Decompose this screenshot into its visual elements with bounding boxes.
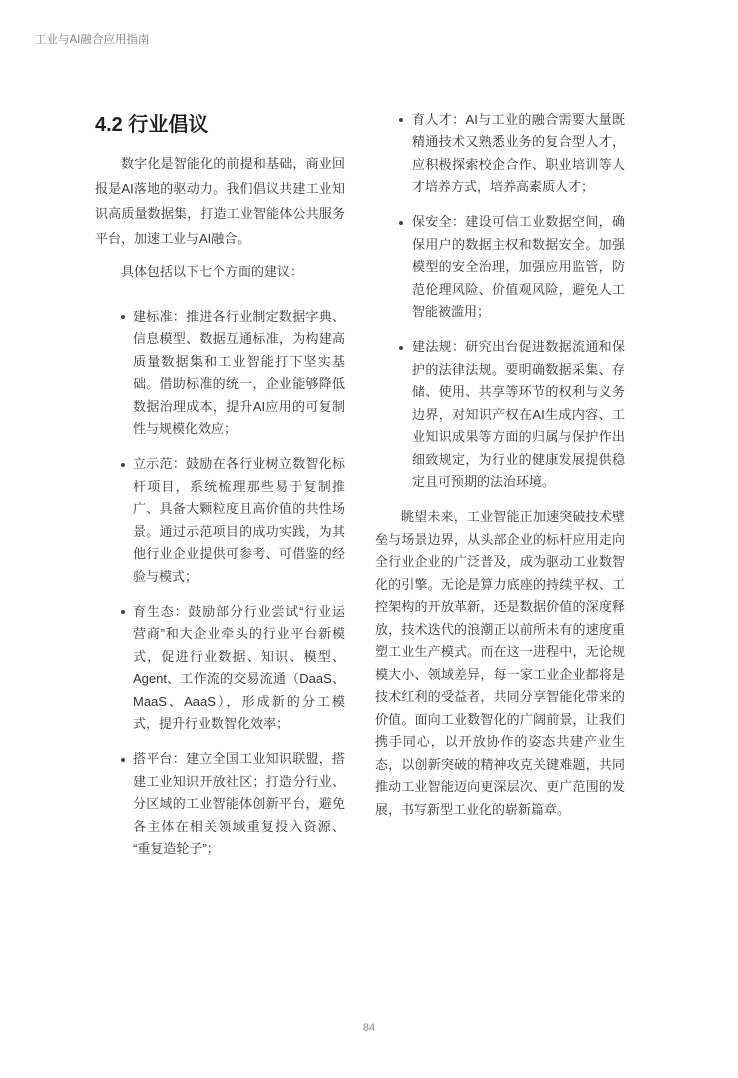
proposal-line: 模型的安全治理，加强应用监管，防 xyxy=(412,259,625,275)
proposal-line: 育人才：AI与工业的融合需要大量既 xyxy=(412,111,625,127)
proposal-item xyxy=(412,109,625,199)
proposal-item xyxy=(133,601,345,736)
proposal-line: 才培养方式，培养高素质人才； xyxy=(412,179,595,195)
outlook-line: 控架构的开放革新，还是数据价值的深度释 xyxy=(375,599,625,615)
proposal-line: 边界，对知识产权在AI生成内容、工 xyxy=(412,406,625,422)
proposal-line: MaaS、AaaS），形成新的分工模 xyxy=(133,693,345,709)
outlook-line: 展，书写新型工业化的崭新篇章。 xyxy=(375,801,571,817)
outlook-line: 全行业企业的广泛普及，成为驱动工业数智 xyxy=(375,554,625,570)
lead-line: 具体包括以下七个方面的建议： xyxy=(121,263,304,279)
proposal-line: 广、具备大颗粒度且高价值的共性场 xyxy=(133,501,345,517)
lead-paragraph xyxy=(95,261,345,284)
proposal-line: 应积极探索校企合作、职业培训等人 xyxy=(412,156,625,172)
proposal-line: 建标准：推进各行业制定数据字典、 xyxy=(133,308,345,324)
proposal-line: “重复造轮子”； xyxy=(133,841,220,857)
proposal-line: 验与模式； xyxy=(133,568,199,584)
proposal-line: 建工业知识开放社区；打造分行业、 xyxy=(133,773,345,789)
outlook-line: 塑工业生产模式。而在这一进程中，无论规 xyxy=(375,644,625,660)
outlook-line: 价值。面向工业数智化的广阔前景，让我们 xyxy=(375,711,625,727)
section-heading: 4.2 行业倡议 xyxy=(95,114,209,136)
page-number: 84 xyxy=(362,1022,376,1034)
outlook-line: 推动工业智能迈向更深层次、更广范围的发 xyxy=(375,779,625,795)
outlook-line: 态，以创新突破的精神攻克关键难题，共同 xyxy=(375,756,625,772)
intro-paragraph xyxy=(95,151,345,251)
outlook-line: 化的引擎。无论是算力底座的持续平权、工 xyxy=(375,576,625,592)
outlook-line: 携手同心，以开放协作的姿态共建产业生 xyxy=(375,734,625,750)
proposal-line: 础。借助标准的统一，企业能够降低 xyxy=(133,376,345,392)
proposal-line: 各主体在相关领域重复投入资源、 xyxy=(133,818,345,834)
bullet-dot xyxy=(121,758,125,762)
proposal-line: 性与规模化效应； xyxy=(133,421,238,437)
bullet-dot xyxy=(121,463,125,467)
proposal-line: 精通技术又熟悉业务的复合型人才， xyxy=(412,134,625,150)
intro-line: 平台，加速工业与AI融合。 xyxy=(95,230,251,246)
proposal-line: 营商”和大企业牵头的行业平台新模 xyxy=(133,626,345,642)
proposal-line: 式，提升行业数智化效率； xyxy=(133,716,290,732)
proposal-line: 式，促进行业数据、知识、模型、 xyxy=(133,648,345,664)
bullet-dot xyxy=(121,315,125,319)
outlook-line: 技术红利的受益者，共同分享智能化带来的 xyxy=(375,689,625,705)
proposal-line: 储、使用、共享等环节的权利与义务 xyxy=(412,384,625,400)
proposal-item xyxy=(133,306,345,441)
outlook-line: 垒与场景边界，从头部企业的标杆应用走向 xyxy=(375,531,625,547)
proposal-line: 景。通过示范项目的成功实践，为其 xyxy=(133,523,345,539)
proposal-line: 他行业企业提供可参考、可借鉴的经 xyxy=(133,546,345,562)
right-column xyxy=(375,109,625,822)
proposal-item xyxy=(412,336,625,494)
intro-line: 数字化是智能化的前提和基础，商业回 xyxy=(121,155,345,171)
proposal-list-left xyxy=(133,306,345,874)
outlook-paragraph xyxy=(375,506,625,821)
proposal-line: 智能被滥用； xyxy=(412,304,491,320)
bullet-dot xyxy=(399,346,403,350)
proposal-line: 定且可预期的法治环境。 xyxy=(412,474,556,490)
proposal-item xyxy=(133,453,345,588)
proposal-line: 搭平台：建立全国工业知识联盟，搭 xyxy=(133,751,345,767)
proposal-line: 立示范：鼓励在各行业树立数智化标 xyxy=(133,456,345,472)
proposal-line: 杆项目，系统梳理那些易于复制推 xyxy=(133,478,345,494)
proposal-line: 建法规：研究出台促进数据流通和保 xyxy=(412,339,625,355)
proposal-line: 质量数据集和工业智能打下坚实基 xyxy=(133,353,345,369)
proposal-line: 保安全：建设可信工业数据空间，确 xyxy=(412,214,625,230)
proposal-line: 细致规定，为行业的健康发展提供稳 xyxy=(412,451,625,467)
proposal-line: 信息模型、数据互通标准，为构建高 xyxy=(133,331,345,347)
intro-line: 识高质量数据集，打造工业智能体公共服务 xyxy=(95,205,345,221)
proposal-line: 育生态：鼓励部分行业尝试“行业运 xyxy=(133,603,345,619)
proposal-line: Agent、工作流的交易流通（DaaS、 xyxy=(133,671,345,687)
outlook-line: 放，技术迭代的浪潮正以前所未有的速度重 xyxy=(375,621,625,637)
intro-line: 报是AI落地的驱动力。我们倡议共建工业知 xyxy=(95,180,345,196)
proposal-line: 数据治理成本，提升AI应用的可复制 xyxy=(133,398,345,414)
proposal-item xyxy=(133,748,345,861)
outlook-line: 眺望未来，工业智能正加速突破技术壁 xyxy=(401,509,625,525)
outlook-line: 模大小、领域差异，每一家工业企业都将是 xyxy=(375,666,625,682)
proposal-line: 分区域的工业智能体创新平台，避免 xyxy=(133,796,345,812)
proposal-line: 业知识成果等方面的归属与保护作出 xyxy=(412,429,625,445)
proposal-line: 范伦理风险、价值观风险，避免人工 xyxy=(412,281,625,297)
bullet-dot xyxy=(399,118,403,122)
bullet-dot xyxy=(399,221,403,225)
proposal-line: 保用户的数据主权和数据安全。加强 xyxy=(412,236,625,252)
proposal-line: 护的法律法规。要明确数据采集、存 xyxy=(412,361,625,377)
running-header: 工业与AI融合应用指南 xyxy=(35,34,150,46)
bullet-dot xyxy=(121,610,125,614)
proposal-item xyxy=(412,211,625,324)
